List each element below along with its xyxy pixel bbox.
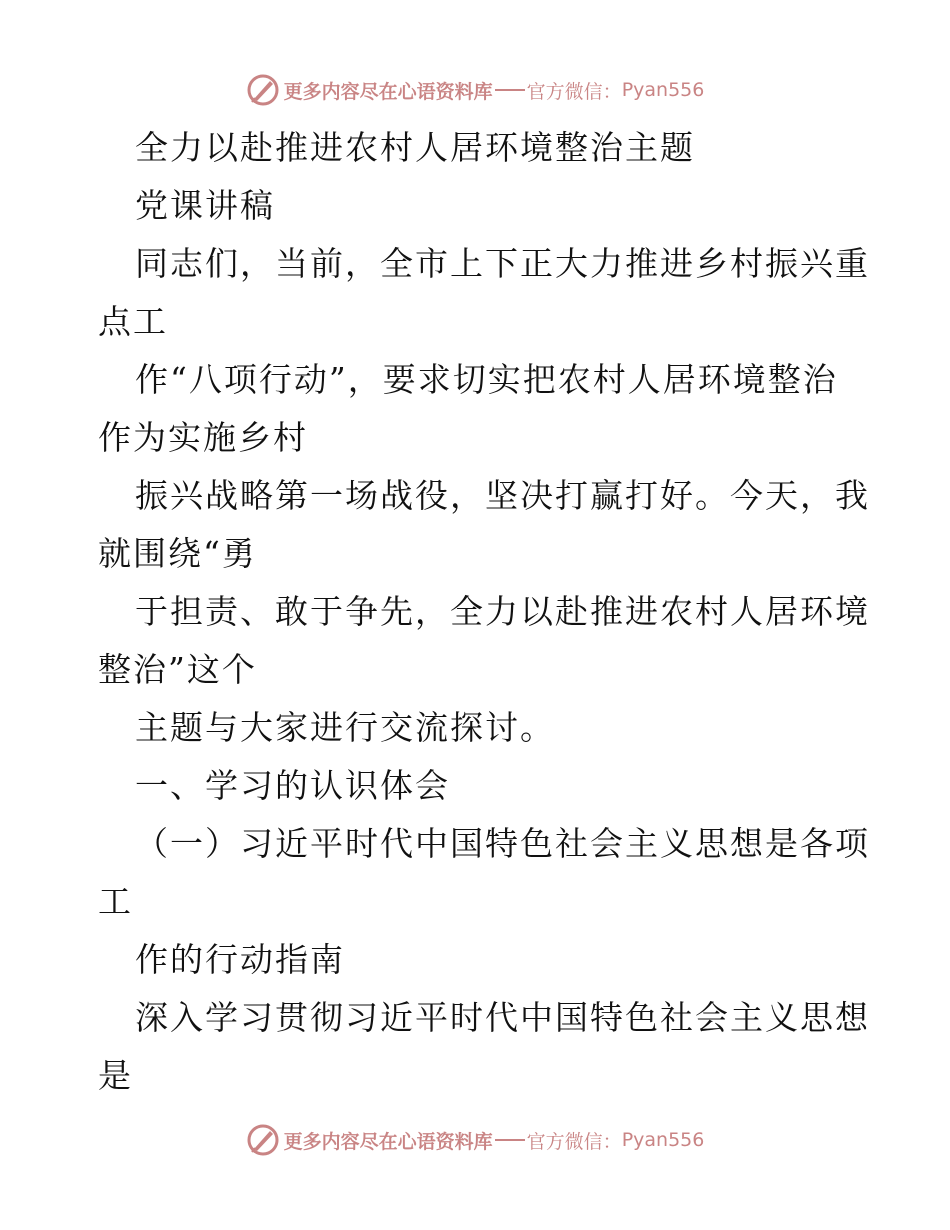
subsection-heading: （一）习近平时代中国特色社会主义思想是各项 bbox=[135, 824, 870, 863]
text-line: 于担责、敢于争先，全力以赴推进农村人居环境 bbox=[135, 592, 870, 631]
text-line: 点工 bbox=[98, 302, 168, 341]
watermark-wechat-label: 官方微信： bbox=[526, 80, 622, 103]
text-line: 工 bbox=[98, 882, 133, 921]
watermark-dash bbox=[495, 89, 525, 91]
quill-pen-icon bbox=[246, 73, 280, 107]
text-line: 作为实施乡村 bbox=[98, 418, 308, 457]
text-line: 全力以赴推进农村人居环境整治主题 bbox=[135, 128, 695, 167]
watermark-wechat-id: Pyan556 bbox=[621, 79, 705, 101]
text-line: 党课讲稿 bbox=[135, 186, 275, 225]
text-line: 主题与大家进行交流探讨。 bbox=[135, 708, 555, 747]
document-body bbox=[98, 119, 870, 1105]
text-line: 是 bbox=[98, 1056, 133, 1095]
watermark-dash bbox=[495, 1139, 525, 1141]
watermark-text: 更多内容尽在心语资料库 bbox=[283, 1130, 493, 1153]
watermark-banner-top bbox=[0, 70, 950, 110]
text-line: 整治”这个 bbox=[98, 650, 257, 689]
watermark-text: 更多内容尽在心语资料库 bbox=[283, 80, 493, 103]
text-line: 作的行动指南 bbox=[135, 940, 345, 979]
watermark-wechat-id: Pyan556 bbox=[621, 1129, 705, 1151]
quill-pen-icon bbox=[246, 1123, 280, 1157]
text-line: 就围绕“勇 bbox=[98, 534, 257, 573]
text-line: 振兴战略第一场战役，坚决打赢打好。今天，我 bbox=[135, 476, 870, 515]
section-heading: 一、学习的认识体会 bbox=[135, 766, 450, 805]
text-line: 深入学习贯彻习近平时代中国特色社会主义思想 bbox=[135, 998, 870, 1037]
text-line: 同志们，当前，全市上下正大力推进乡村振兴重 bbox=[135, 244, 870, 283]
watermark-banner-bottom bbox=[0, 1120, 950, 1160]
text-line: 作“八项行动”，要求切实把农村人居环境整治 bbox=[135, 360, 838, 399]
watermark-wechat-label: 官方微信： bbox=[526, 1130, 622, 1153]
